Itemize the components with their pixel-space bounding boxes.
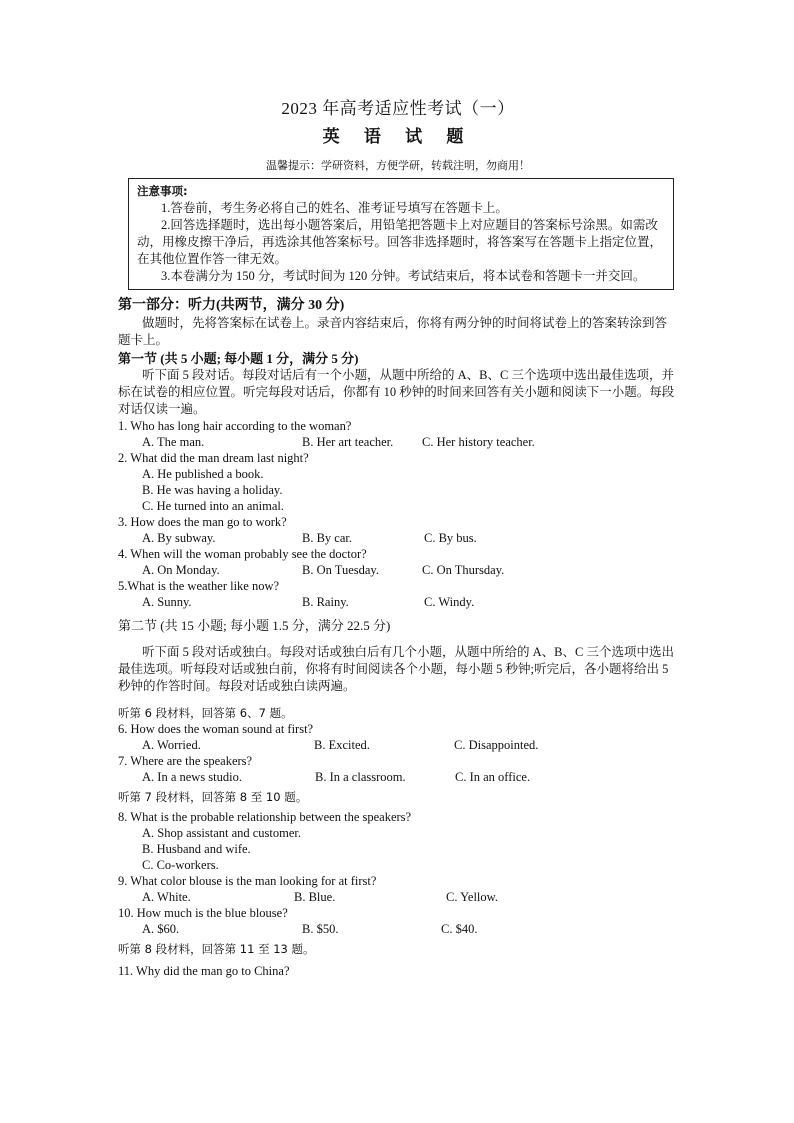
notice-item: 1.答卷前，考生务必将自己的姓名、准考证号填写在答题卡上。 (161, 201, 508, 215)
options-1 (118, 434, 678, 450)
section1-heading: 第一节 (共 5 小题; 每小题 1 分，满分 5 分) (118, 351, 359, 366)
option-c: C. He turned into an animal. (142, 499, 284, 513)
option-c: C. Windy. (424, 595, 475, 609)
option-a: A. Shop assistant and customer. (142, 826, 302, 840)
option-c: C. Her history teacher. (422, 435, 535, 449)
question-6: 6. How does the woman sound at first? (118, 722, 314, 736)
notice-item: 2.回答选择题时，选出每小题答案后，用铅笔把答题卡上对应题目的答案标号涂黑。如需改动，用橡皮擦干净后，再选涂其他答案标号。回答非选择题时，将答案写在答题卡上指定位置，在其他位置作答一律无效。 (137, 218, 663, 266)
question-7: 7. Where are the speakers? (118, 754, 253, 768)
notice-box (128, 178, 674, 290)
group-7-heading: 听第 7 段材料，回答第 8 至 10 题。 (118, 790, 308, 804)
option-a: A. Worried. (142, 738, 201, 752)
question-10: 10. How much is the blue blouse? (118, 906, 288, 920)
options-5 (118, 594, 678, 610)
options-3 (118, 530, 678, 546)
option-a: A. The man. (142, 435, 205, 449)
question-9: 9. What color blouse is the man looking for at first? (118, 874, 377, 888)
option-b: B. Rainy. (302, 595, 349, 609)
question-1: 1. Who has long hair according to the woman? (118, 419, 352, 433)
exam-title: 2023 年高考适应性考试（一） (281, 99, 515, 118)
question-3: 3. How does the man go to work? (118, 515, 287, 529)
option-c: C. Co-workers. (142, 858, 219, 872)
part1-instruction: 做题时，先将答案标在试卷上。录音内容结束后，你将有两分钟的时间将试卷上的答案转涂到答题卡上。 (118, 316, 668, 347)
option-a: A. He published a book. (142, 467, 264, 481)
option-b: B. $50. (302, 922, 339, 936)
options-4 (118, 562, 678, 578)
option-a: A. $60. (142, 922, 180, 936)
options-6 (118, 737, 678, 753)
option-b: B. Blue. (294, 890, 336, 904)
exam-subtitle: 英 语 试 题 (322, 127, 474, 146)
group-8-heading: 听第 8 段材料，回答第 11 至 13 题。 (118, 942, 315, 956)
section1-instruction: 听下面 5 段对话。每段对话后有一个小题，从题中所给的 A、B、C 三个选项中选出最佳选项，并标在试卷的相应位置。听完每段对话后，你都有 10 秒钟的时间来回答有关小题和阅读下一小题。每段对话仅读一遍。 (118, 368, 675, 416)
copyright-tip: 温馨提示：学研资料，方便学研，转载注明，勿商用！ (266, 159, 530, 172)
option-c: C. In an office. (455, 770, 531, 784)
options-10 (118, 921, 678, 937)
option-b: B. Excited. (314, 738, 370, 752)
option-c: C. $40. (441, 922, 478, 936)
part1-heading: 第一部分：听力(共两节，满分 30 分) (118, 298, 345, 313)
question-8: 8. What is the probable relationship between the speakers? (118, 810, 412, 824)
section2-instruction: 听下面 5 段对话或独白。每段对话或独白后有几个小题，从题中所给的 A、B、C 三个选项中选出最佳选项。听每段对话或独白前，你将有时间阅读各个小题，每小题 5 秒钟;听完后，各小题将给出 5 秒钟的作答时间。每段对话或独白读两遍。 (118, 645, 674, 693)
options-9 (118, 889, 678, 905)
option-a: A. White. (142, 890, 191, 904)
option-c: C. By bus. (424, 531, 477, 545)
option-a: A. On Monday. (142, 563, 220, 577)
notice-title: 注意事项: (137, 184, 188, 198)
option-b: B. Her art teacher. (302, 435, 394, 449)
option-a: A. Sunny. (142, 595, 192, 609)
option-b: B. In a classroom. (315, 770, 406, 784)
option-a: A. In a news studio. (142, 770, 242, 784)
question-11: 11. Why did the man go to China? (118, 964, 290, 978)
option-c: C. Yellow. (446, 890, 498, 904)
option-b: B. He was having a holiday. (142, 483, 283, 497)
exam-page (118, 98, 678, 979)
option-c: C. Disappointed. (454, 738, 539, 752)
option-a: A. By subway. (142, 531, 216, 545)
group-6-heading: 听第 6 段材料，回答第 6、7 题。 (118, 706, 293, 720)
option-b: B. Husband and wife. (142, 842, 251, 856)
options-7 (118, 769, 678, 785)
question-2: 2. What did the man dream last night? (118, 451, 309, 465)
option-c: C. On Thursday. (422, 563, 505, 577)
question-4: 4. When will the woman probably see the doctor? (118, 547, 367, 561)
question-5: 5.What is the weather like now? (118, 579, 280, 593)
option-b: B. On Tuesday. (302, 563, 379, 577)
section2-heading: 第二节 (共 15 小题; 每小题 1.5 分，满分 22.5 分) (118, 618, 391, 633)
notice-item: 3.本卷满分为 150 分，考试时间为 120 分钟。考试结束后，将本试卷和答题卡一并交回。 (161, 269, 646, 283)
option-b: B. By car. (302, 531, 352, 545)
